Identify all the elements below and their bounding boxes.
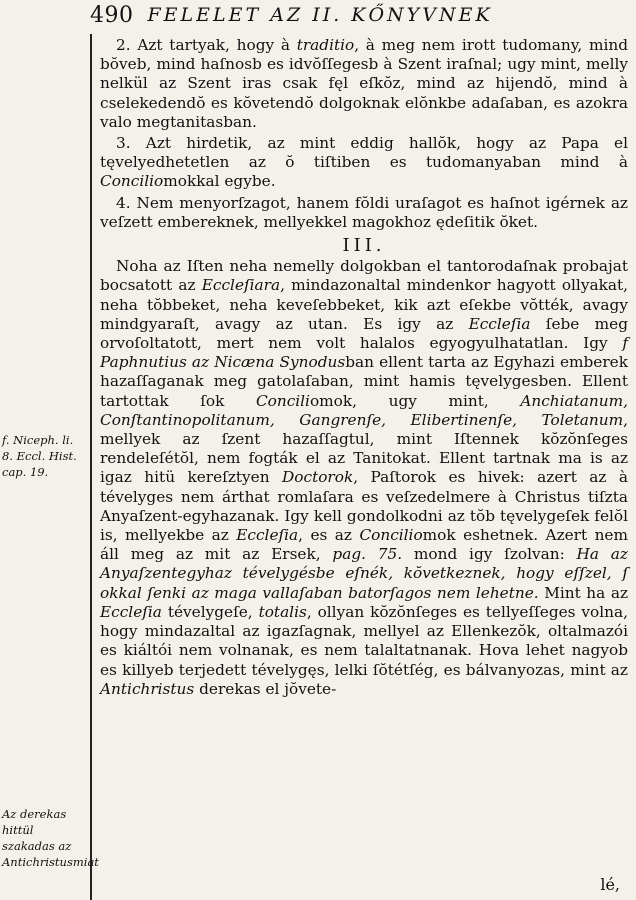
- italic-run: Ha az Anyaſzentegyhaz tévelygésbe eſnék, kŏvetkeznek, hogy eſſzel, ſ okkal ſenki az maga vallaſaban batorſagos nem lehetne.: [100, 545, 628, 602]
- text-run: , Paſtorok es hivek: azert az à tévelyges nem árthat romlaſara es veſzedelmere à Christus tiſzta Anyaſzent-egyhazanak. Igy kell gondolkodni az tŏb tęvelygeſek felŏl is, mellyekbe az: [100, 468, 629, 545]
- text-run: , à meg nem irott tudomany, mind bŏveb, mind haſnosb es idvŏſſegesb à Szent iraſnal; ugy mint, melly nelkül az Szent iras csak fęl eſkŏz, mind az hijendŏ, mind à cselekedendŏ es kŏvetendŏ dolgoknak elŏnkbe adaſaban, es azokra valo megtanitasban.: [100, 36, 628, 131]
- italic-run: Anchiatanum, Conſtantinopolitanum, Gangrenſe, Elibertinenſe, Toletanum: [100, 391, 628, 429]
- text-run: derekas el jŏvete-: [194, 679, 337, 698]
- paragraph-4: [100, 194, 628, 232]
- italic-run: traditio: [296, 36, 355, 54]
- text-run: tévelygeſe,: [161, 602, 259, 621]
- section-heading: III.: [342, 235, 386, 257]
- italic-run: Concilio: [359, 526, 423, 545]
- text-run: mond igy ſzolvan:: [402, 545, 577, 564]
- text-run: , ollyan kŏzŏnſeges es tellyeſſeges volna, hogy mindazaltal az igazſagnak, mellyel az Ellenkezŏk, oltalmazói es kiáltói nem volnanak, es nem talaltatnanak. Hova lehet nagyob es killyeb terjedett tévelygęs, lelki ſŏtétſég, es bálvanyozas, mint az: [100, 602, 628, 679]
- italic-run: Eccleſiara: [201, 276, 281, 295]
- text-run: Noha az Iſten neha nemelly dolgokban el tantorodaſnak probajat bocsatott az: [100, 257, 628, 295]
- italic-run: Eccleſia: [100, 602, 162, 621]
- margin-rule: [90, 34, 92, 900]
- text-run: 4. Nem menyorſzagot, hanem fŏldi uraſagot es haſnot igérnek az veſzett embereknek, mellyekkel magokhoz ędeſitik ŏket.: [100, 193, 628, 231]
- text-run: , mindazonaltal mindenkor hagyott ollyakat, neha tŏbbeket, neha keveſebbeket, kik azt eſekbe vŏtték, avagy mindgyaraſt, avagy az utan. Es igy az: [100, 276, 628, 333]
- italic-run: Antichristus: [100, 679, 195, 698]
- italic-run: Concili: [255, 391, 310, 410]
- italic-run: Eccleſia: [236, 526, 299, 545]
- text-run: 2. Azt tartyak, hogy à: [116, 36, 297, 54]
- italic-run: pag. 75.: [332, 545, 403, 564]
- text-run: mok eshetnek. Azert nem áll meg az mit az Ersek,: [100, 526, 628, 564]
- italic-run: Concilio: [100, 172, 164, 191]
- text-run: mokkal egybe.: [163, 172, 276, 191]
- margin-note-reference: f. Niceph. li. 8. Eccl. Hist. cap. 19.: [2, 433, 77, 479]
- italic-run: totalis: [258, 602, 307, 621]
- italic-run: Doctorok: [282, 468, 354, 487]
- body-text: [100, 36, 628, 705]
- text-run: , mellyek az ſzent hazaſſagtul, mint Iſtennek kŏzŏnſeges rendeleſétŏl, nem fogták el az Tanitokat. Ellent tartnak ma is az igaz hitü kereſztyen: [100, 410, 628, 487]
- text-run: 3. Azt hirdetik, az mint eddig hallŏk, hogy az Papa el tęvelyedhetetlen az ŏ tiſtiben es tudomanyaban mind à: [100, 134, 628, 172]
- text-run: omok, ugy mint,: [309, 391, 521, 410]
- text-run: , es az: [298, 526, 360, 545]
- paragraph-2: [100, 36, 628, 132]
- running-title: FELELET AZ II. KŐNYVNEK: [147, 4, 493, 26]
- page-header: [90, 0, 636, 30]
- text-run: ban ellent tarta az Egyhazi emberek hazaſſaganak meg gatolaſaban, mint hamis tęvelygesben. Ellent tartottak ſok: [100, 353, 628, 410]
- italic-run: Eccleſia: [468, 314, 531, 333]
- margin-note-summary: Az derekas hittül szakadas az Antichristusmiat: [2, 807, 99, 869]
- paragraph-main: [100, 257, 628, 699]
- italic-run: f Paphnutius az Nicæna Synodus: [100, 334, 628, 372]
- page-number: 490: [90, 2, 134, 28]
- text-run: Mint ha az: [538, 583, 629, 602]
- catchword: lé,: [600, 875, 620, 894]
- text-run: ſebe meg orvoſoltatott, mert nem volt halalos egyogyulhatatlan. Igy: [100, 314, 628, 353]
- paragraph-3: [100, 134, 628, 192]
